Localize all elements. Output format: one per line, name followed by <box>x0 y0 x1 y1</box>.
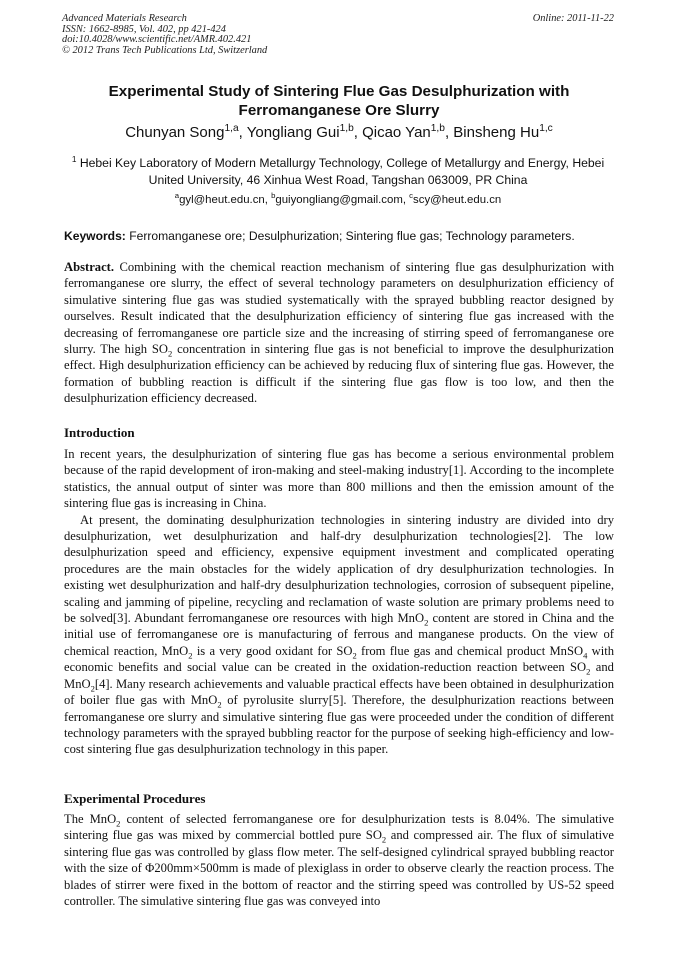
author-name: Qicao Yan <box>362 124 431 141</box>
email-link[interactable]: guiyongliang@gmail.com <box>275 194 403 206</box>
copyright-line: © 2012 Trans Tech Publications Ltd, Switzerland <box>62 44 268 56</box>
author-name: Yongliang Gui <box>246 124 340 141</box>
introduction-heading: Introduction <box>64 425 135 440</box>
journal-header <box>62 14 614 56</box>
intro-paragraph-1: In recent years, the desulphurization of sintering flue gas has become a serious environmental problem because of the rapid development of iron-making and steel-making industry[1]. According to the incomplete statistics, the annual output of sinter was more than 800 millions and then the emission amount of the sintering flue gas is increasing in China. <box>64 447 614 511</box>
keywords <box>64 228 616 244</box>
title-line-1: Experimental Study of Sintering Flue Gas Desulphurization with <box>108 83 570 100</box>
email-link[interactable]: gyl@heut.edu.cn <box>179 194 265 206</box>
email-list: $^a$gyl@heut.edu.cn, $^b$guiyongliang@gmail.com, $^c$scy@heut.edu.cn <box>174 191 502 206</box>
email-link[interactable]: scy@heut.edu.cn <box>413 194 502 206</box>
experimental-body <box>64 811 614 909</box>
email-mark: c <box>409 191 414 201</box>
author-name: Binsheng Hu <box>453 124 540 141</box>
author-affiliation-mark: 1,b <box>339 123 354 134</box>
experimental-paragraph: The MnO$_2$ content of selected ferromanganese ore for desulphurization tests is 8.04%. The simulative sintering flue gas was mixed by commercial bottled pure $SO_2$ and compressed air. The flux of simulative sintering flue gas was controlled by glass flow meter. The self-designed cylindrical sprayed bubbling reactor with the size of Φ200mm×500mm is made of plexiglass in order to observe clearly the reaction process. The blades of stirrer were fixed in the bottom of reactor and the stirring speed was controlled by US-52 speed controller. The simulative sintering flue gas was conveyed into <box>64 812 614 909</box>
abstract: Abstract. Combining with the chemical reaction mechanism of sintering flue gas desulphurization with ferromanganese ore slurry, the effect of several technology parameters on desulphurization efficiency of simulative sintering flue gas was studied systematically with the sprayed bubbling reactor designed by ourselves. Result indicated that the desulphurization efficiency of sintering flue gas increased with the decreasing of ferromanganese ore particle size and the increasing of stirring speed of ferromanganese ore slurry. The high $SO_2$ concentration in sintering flue gas is not beneficial to improve the desulphurization effect. High desulphurization efficiency can be achieved by reducing flux of sintering flue gas. However, the formation of bubbling reaction is difficult if the sintering flue gas flow is too low, and then the desulphurization efficiency decreased. <box>64 260 615 406</box>
online-date: Online: 2011-11-22 <box>532 13 614 24</box>
author-affiliation-mark: 1,b <box>430 123 445 134</box>
affiliation <box>62 155 614 189</box>
paper-title <box>40 82 638 120</box>
author-name: Chunyan Song <box>125 124 225 141</box>
issn-line: ISSN: 1662-8985, Vol. 402, pp 421-424 <box>62 23 226 35</box>
keywords-text: Ferromanganese ore; Desulphurization; Sintering flue gas; Technology parameters. <box>129 229 575 243</box>
experimental-heading: Experimental Procedures <box>64 791 206 806</box>
email-mark: b <box>271 191 276 201</box>
author-list: Chunyan Song$^{1,a}$, Yongliang Gui$^{1,b}$, Qicao Yan$^{1,b}$, Binsheng Hu$^{1,c}$ <box>125 123 553 141</box>
author-affiliation-mark: 1,c <box>539 123 553 134</box>
abstract-text: Combining with the chemical reaction mechanism of sintering flue gas desulphurization with ferromanganese ore slurry, the effect of several technology parameters on desulphurization efficiency of simulative sintering flue gas was studied systematically with the sprayed bubbling reactor designed by ourselves. Result indicated that the desulphurization efficiency of sintering flue gas increased with the decreasing of ferromanganese ore particle size and the increasing of stirring speed of ferromanganese ore slurry. The high SO <box>64 260 615 357</box>
author-affiliation-mark: 1,a <box>224 123 239 134</box>
abstract-label: Abstract. <box>64 260 115 274</box>
title-line-2: Ferromanganese Ore Slurry <box>238 102 440 119</box>
journal-name: Advanced Materials Research <box>62 13 187 24</box>
affiliation-mark: 1 <box>71 153 77 164</box>
affiliation-line-2: United University, 46 Xinhua West Road, Tangshan 063009, PR China <box>148 173 528 187</box>
doi-line: doi:10.4028/www.scientific.net/AMR.402.421 <box>62 34 252 46</box>
intro-paragraph-2: At present, the dominating desulphurization technologies in sintering industry are divided into dry desulphurization, wet desulphurization and half-dry desulphurization technologies[2]. The low desulphurization speed and efficiency, expensive equipment investment and complicated operating procedures are the main obstacles for the widely application of dry desulphurization technologies. In existing wet desulphurization and half-dry desulphurization technologies, corrosion of subsequent pipeline, scaling and jamming of pipeline, recycling and reclamation of waste solution are primary problems need to be solved[3]. Abundant ferromanganese ore resources with high MnO$_2$ content are stored in China and the initial use of ferromanganese ore is manufacturing of ferrous and manganese products. On the view of chemical reaction, MnO$_2$ is a very good oxidant for $SO_2$ from flue gas and chemical product MnSO$_4$ with economic benefits and social value can be created in the oxidation-reduction reaction between $SO_2$ and MnO$_2$[4]. Many research achievements and valuable practical effects have been obtained in desulphurization of boiler flue gas with MnO$_2$ of pyrolusite slurry[5]. Therefore, the desulphurization reactions between ferromanganese ore slurry and simulative sintering flue gas were proceeded under the condition of different technology parameters with the sprayed bubbling reactor for the purpose of seeking high-efficiency and low-cost sintering flue gas desulphurization technology in this paper. <box>64 512 615 757</box>
email-mark: a <box>174 191 180 201</box>
affiliation-line-1: Hebei Key Laboratory of Modern Metallurgy Technology, College of Metallurgy and Energy, Hebei <box>79 156 605 170</box>
introduction-body <box>64 446 614 758</box>
keywords-label: Keywords: <box>64 229 126 243</box>
